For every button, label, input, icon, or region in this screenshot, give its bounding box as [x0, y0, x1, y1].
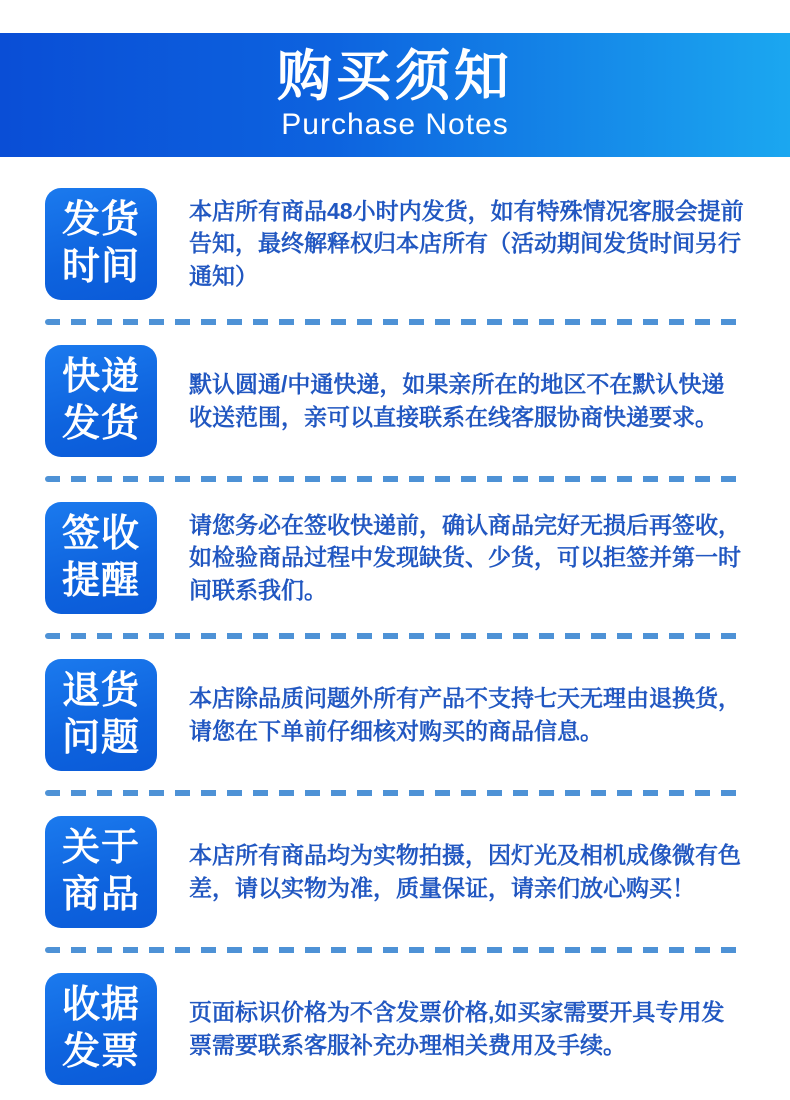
courier-text: 默认圆通/中通快递，如果亲所在的地区不在默认快递收送范围，亲可以直接联系在线客服协商快递要求。 — [189, 370, 725, 430]
invoice-badge — [45, 973, 157, 1085]
invoice-text: 页面标识价格为不含发票价格,如买家需要开具专用发票需要联系客服补充办理相关费用及手续。 — [189, 998, 725, 1058]
dashed-divider — [45, 633, 745, 639]
badge-label-line2: 时间 — [61, 245, 140, 288]
page-subtitle: Purchase Notes — [281, 107, 509, 141]
dashed-divider — [45, 947, 745, 953]
badge-label-line1: 发货 — [61, 199, 140, 242]
section-invoice — [45, 957, 745, 1100]
badge-label-line1: 收据 — [61, 984, 140, 1027]
returns-badge — [45, 659, 157, 771]
header-banner — [0, 33, 790, 157]
badge-label-line2: 提醒 — [61, 559, 140, 602]
section-sign-reminder — [45, 486, 745, 629]
section-about-product — [45, 800, 745, 943]
section-courier — [45, 329, 745, 472]
returns-text: 本店除品质问题外所有产品不支持七天无理由退换货，请您在下单前仔细核对购买的商品信息。 — [189, 684, 741, 744]
dashed-divider — [45, 476, 745, 482]
dashed-divider — [45, 319, 745, 325]
shipping-time-badge — [45, 188, 157, 300]
badge-label-line1: 退货 — [61, 670, 140, 713]
badge-label-line2: 商品 — [61, 873, 140, 916]
courier-badge — [45, 345, 157, 457]
sign-reminder-badge — [45, 502, 157, 614]
section-returns — [45, 643, 745, 786]
shipping-time-text: 本店所有商品48小时内发货，如有特殊情况客服会提前告知，最终解释权归本店所有（活动期间发货时间另行通知） — [189, 197, 744, 289]
page-title: 购买须知 — [276, 45, 513, 108]
notes-list — [45, 157, 745, 1100]
sign-reminder-text: 请您务必在签收快递前，确认商品完好无损后再签收，如检验商品过程中发现缺货、少货，可以拒签并第一时间联系我们。 — [189, 511, 741, 603]
badge-label-line2: 发票 — [61, 1030, 140, 1073]
section-shipping-time — [45, 157, 745, 315]
badge-label-line1: 快递 — [61, 356, 140, 399]
about-product-text: 本店所有商品均为实物拍摄，因灯光及相机成像微有色差，请以实物为准，质量保证，请亲们放心购买！ — [189, 841, 741, 901]
dashed-divider — [45, 790, 745, 796]
badge-label-line2: 发货 — [61, 402, 140, 445]
about-product-badge — [45, 816, 157, 928]
badge-label-line1: 关于 — [61, 827, 140, 870]
badge-label-line2: 问题 — [61, 716, 140, 759]
badge-label-line1: 签收 — [61, 513, 140, 556]
